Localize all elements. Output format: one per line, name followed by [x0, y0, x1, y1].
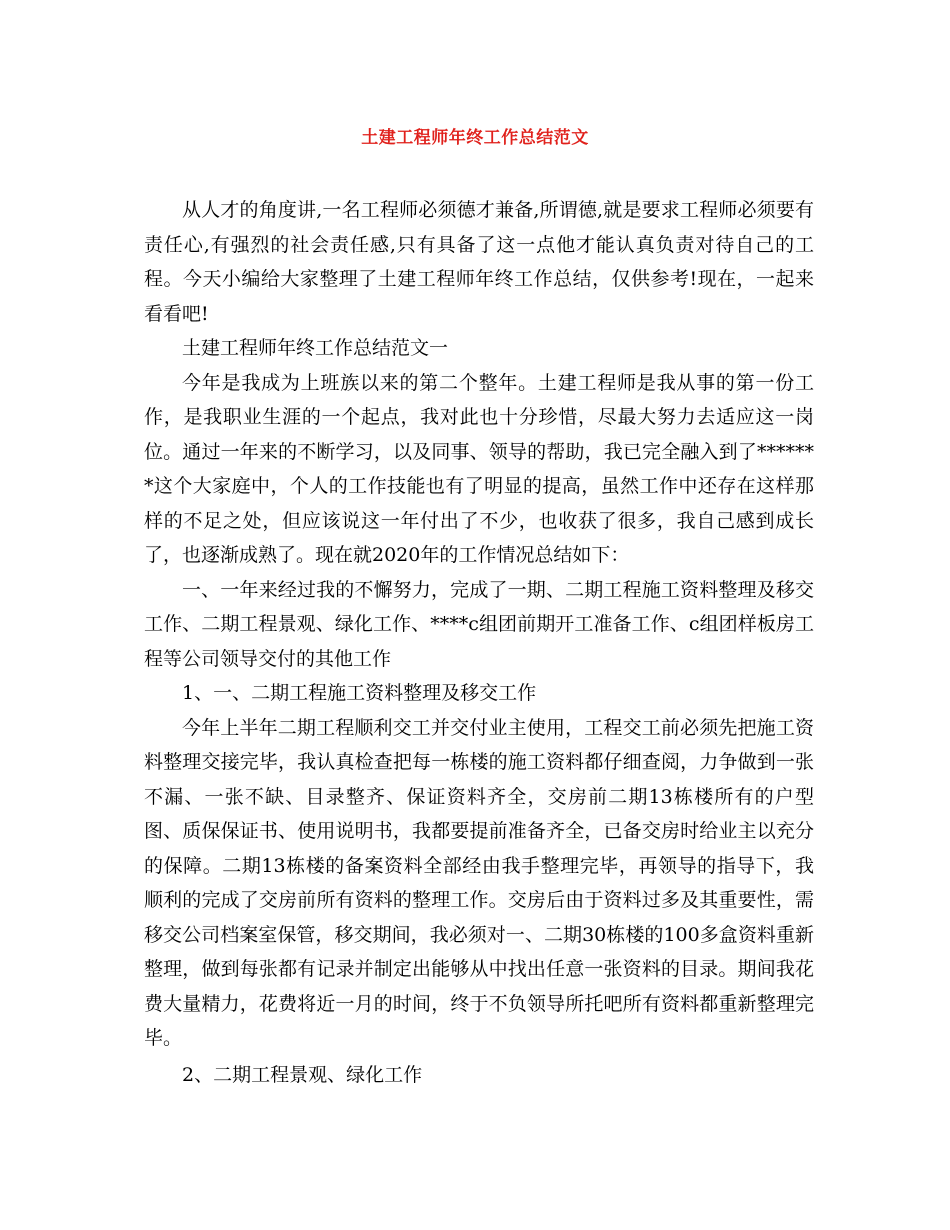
- section-heading-sample-one: 土建工程师年终工作总结范文一: [182, 337, 449, 359]
- paragraph-intro: 从人才的角度讲,一名工程师必须德才兼备,所谓德,就是要求工程师必须要有责任心,有强烈的社会责任感,只有具备了这一点他才能认真负责对待自己的工程。今天小编给大家整理了土建工程师年终工作总结，仅供参考!现在，一起来看看吧!: [144, 199, 814, 325]
- paragraph-data-handover-detail: 今年上半年二期工程顺利交工并交付业主使用，工程交工前必须先把施工资料整理交接完毕，我认真检查把每一栋楼的施工资料都仔细查阅，力争做到一张不漏、一张不缺、目录整齐、保证资料齐全，交房前二期13栋楼所有的户型图、质保保证书、使用说明书，我都要提前准备齐全，已备交房时给业主以充分的保障。二期13栋楼的备案资料全部经由我手整理完毕，再领导的指导下，我顺利的完成了交房前所有资料的整理工作。交房后由于资料过多及其重要性，需移交公司档案室保管，移交期间，我必须对一、二期30栋楼的100多盒资料重新整理，做到每张都有记录并制定出能够从中找出任意一张资料的目录。期间我花费大量精力，花费将近一月的时间，终于不负领导所托吧所有资料都重新整理完毕。: [144, 716, 814, 1049]
- document-body: [144, 193, 814, 1092]
- paragraph-achievements-summary: 一、一年来经过我的不懈努力，完成了一期、二期工程施工资料整理及移交工作、二期工程景观、绿化工作、****c组团前期开工准备工作、c组团样板房工程等公司领导交付的其他工作: [144, 578, 814, 670]
- document-title: 土建工程师年终工作总结范文: [361, 128, 589, 148]
- paragraph-year-overview: 今年是我成为上班族以来的第二个整年。土建工程师是我从事的第一份工作，是我职业生涯的一个起点，我对此也十分珍惜，尽最大努力去适应这一岗位。通过一年来的不断学习，以及同事、领导的帮助，我已完全融入到了*******这个大家庭中，个人的工作技能也有了明显的提高，虽然工作中还存在这样那样的不足之处，但应该说这一年付出了不少，也收获了很多，我自己感到成长了，也逐渐成熟了。现在就2020年的工作情况总结如下：: [144, 371, 814, 566]
- subheading-data-handover: 1、一、二期工程施工资料整理及移交工作: [182, 682, 537, 704]
- subheading-landscaping: 2、二期工程景观、绿化工作: [182, 1063, 423, 1086]
